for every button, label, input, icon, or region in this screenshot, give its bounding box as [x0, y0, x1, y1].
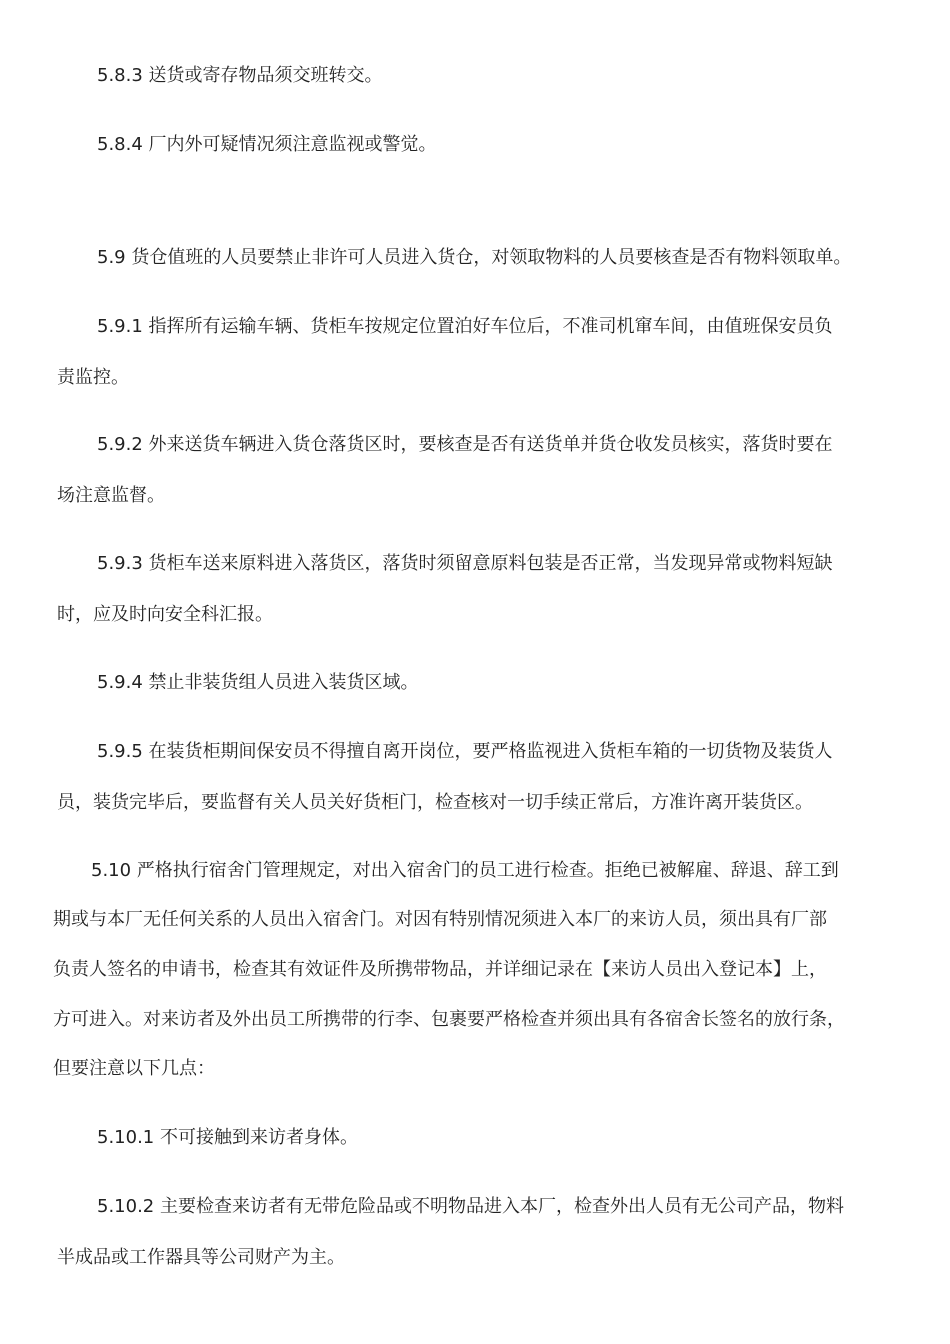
- paragraph-5-8-4-line-1: 5.8.4 厂内外可疑情况须注意监视或警觉。: [97, 134, 437, 155]
- paragraph-5-9-3-line-1: 5.9.3 货柜车送来原料进入落货区，落货时须留意原料包装是否正常，当发现异常或物料短缺: [97, 553, 833, 574]
- paragraph-5-10-1-line-1: 5.10.1 不可接触到来访者身体。: [97, 1127, 358, 1148]
- paragraph-5-10-line-1: 5.10 严格执行宿舍门管理规定，对出入宿舍门的员工进行检查。拒绝已被解雇、辞退、辞工到: [91, 860, 839, 881]
- paragraph-5-9-4-line-1: 5.9.4 禁止非装货组人员进入装货区域。: [97, 672, 419, 693]
- paragraph-5-10-line-4: 方可进入。对来访者及外出员工所携带的行李、包裹要严格检查并须出具有各宿舍长签名的放行条，: [53, 1009, 845, 1030]
- paragraph-5-9-5-line-2: 员，装货完毕后，要监督有关人员关好货柜门，检查核对一切手续正常后，方准许离开装货区。: [57, 792, 813, 813]
- paragraph-5-9-1-line-2: 责监控。: [57, 367, 129, 388]
- paragraph-5-10-2-line-1: 5.10.2 主要检查来访者有无带危险品或不明物品进入本厂，检查外出人员有无公司产品，物料: [97, 1196, 844, 1217]
- paragraph-5-10-line-5: 但要注意以下几点：: [53, 1058, 215, 1079]
- paragraph-5-9-2-line-1: 5.9.2 外来送货车辆进入货仓落货区时，要核查是否有送货单并货仓收发员核实，落货时要在: [97, 434, 833, 455]
- paragraph-5-9-line-1: 5.9 货仓值班的人员要禁止非许可人员进入货仓，对领取物料的人员要核查是否有物料领取单。: [97, 247, 852, 268]
- paragraph-5-9-1-line-1: 5.9.1 指挥所有运输车辆、货柜车按规定位置泊好车位后，不准司机窜车间，由值班保安员负: [97, 316, 833, 337]
- paragraph-5-9-3-line-2: 时，应及时向安全科汇报。: [57, 604, 273, 625]
- paragraph-5-10-line-3: 负责人签名的申请书，检查其有效证件及所携带物品，并详细记录在【来访人员出入登记本】上，: [53, 959, 827, 980]
- paragraph-5-9-5-line-1: 5.9.5 在装货柜期间保安员不得擅自离开岗位，要严格监视进入货柜车箱的一切货物及装货人: [97, 741, 833, 762]
- paragraph-5-10-line-2: 期或与本厂无任何关系的人员出入宿舍门。对因有特别情况须进入本厂的来访人员，须出具有厂部: [53, 909, 827, 930]
- paragraph-5-9-2-line-2: 场注意监督。: [57, 485, 165, 506]
- paragraph-5-8-3-line-1: 5.8.3 送货或寄存物品须交班转交。: [97, 65, 383, 86]
- paragraph-5-10-2-line-2: 半成品或工作器具等公司财产为主。: [57, 1247, 345, 1268]
